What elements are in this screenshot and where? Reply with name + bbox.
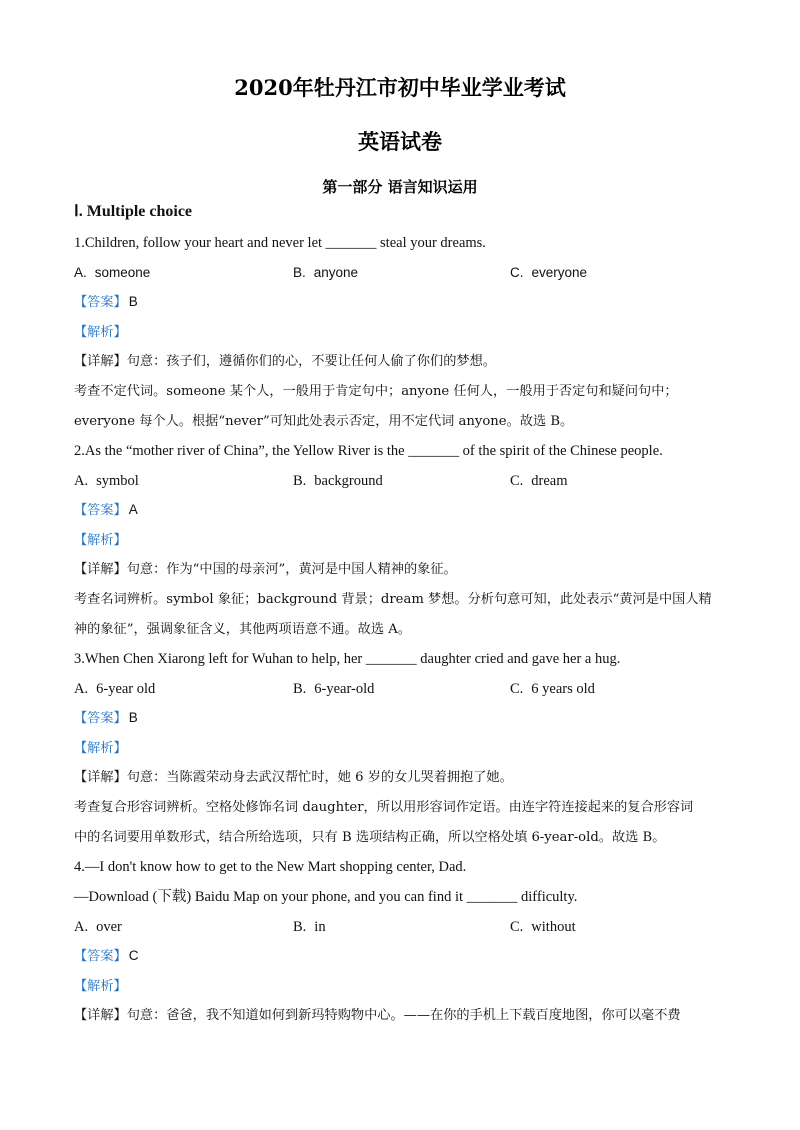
- question-1-option-c: C. everyone: [510, 265, 588, 280]
- question-4-option-b: B. in: [293, 919, 326, 935]
- question-2-stem: 2.As the “mother river of China”, the Yellow River is the _______ of the spirit of the Chinese people.: [74, 443, 663, 459]
- question-3-option-c: C. 6 years old: [510, 681, 595, 697]
- question-2-answer: 【答案】 A: [74, 502, 138, 518]
- question-3-answer: 【答案】 B: [74, 710, 138, 726]
- question-4-answer: 【答案】 C: [74, 948, 139, 964]
- exam-subtitle: 英语试卷: [358, 129, 442, 154]
- question-2-option-c: C. dream: [510, 473, 568, 489]
- question-1-detail-2: 考查不定代词。someone 某个人，一般用于肯定句中；anyone 任何人，一般用于否定句和疑问句中；: [74, 384, 678, 399]
- question-2-option-b: B. background: [293, 473, 383, 489]
- section-heading: Ⅰ. Multiple choice: [74, 203, 193, 220]
- question-3-stem: 3.When Chen Xiarong left for Wuhan to help, her _______ daughter cried and gave her a hug.: [74, 651, 621, 667]
- question-1-detail-1: 【详解】句意：孩子们，遵循你们的心，不要让任何人偷了你们的梦想。: [74, 354, 496, 369]
- question-3-detail-1: 【详解】句意：当陈霞荣动身去武汉帮忙时，她 6 岁的女儿哭着拥抱了她。: [74, 770, 513, 785]
- question-4-stem-2: —Download (下载) Baidu Map on your phone, and you can find it _______ difficulty.: [74, 889, 578, 905]
- question-2-option-a: A. symbol: [74, 473, 139, 489]
- question-2-analysis-label: 【解析】: [74, 533, 127, 548]
- question-1-answer: 【答案】 B: [74, 294, 138, 310]
- question-4-stem-1: 4.—I don't know how to get to the New Mart shopping center, Dad.: [74, 859, 467, 875]
- question-2-detail-3: 神的象征”，强调象征含义，其他两项语意不通。故选 A。: [74, 622, 411, 637]
- question-1-option-a: A. someone: [74, 265, 151, 280]
- question-3-analysis-label: 【解析】: [74, 741, 127, 756]
- question-2-detail-1: 【详解】句意：作为“中国的母亲河”，黄河是中国人精神的象征。: [74, 562, 457, 577]
- question-1-detail-3: everyone 每个人。根据“never”可知此处表示否定，用不定代词 anyone。故选 B。: [74, 414, 574, 429]
- question-1-analysis-label: 【解析】: [74, 325, 127, 340]
- question-1-stem: 1.Children, follow your heart and never let _______ steal your dreams.: [74, 235, 486, 251]
- question-3-option-a: A. 6-year old: [74, 681, 156, 697]
- exam-title: 2020年牡丹江市初中毕业学业考试: [234, 75, 566, 100]
- question-4-detail-1: 【详解】句意：爸爸，我不知道如何到新玛特购物中心。——在你的手机上下载百度地图，你可以毫不费: [74, 1008, 681, 1023]
- question-3-option-b: B. 6-year-old: [293, 681, 375, 697]
- question-4-option-a: A. over: [74, 919, 122, 935]
- question-4-analysis-label: 【解析】: [74, 979, 127, 994]
- question-2-detail-2: 考查名词辨析。symbol 象征；background 背景；dream 梦想。分析句意可知，此处表示“黄河是中国人精: [74, 592, 712, 607]
- question-1-option-b: B. anyone: [293, 265, 359, 280]
- question-4-option-c: C. without: [510, 919, 576, 935]
- question-3-detail-3: 中的名词要用单数形式，结合所给选项，只有 B 选项结构正确，所以空格处填 6-year-old。故选 B。: [74, 830, 666, 845]
- part-heading: 第一部分 语言知识运用: [322, 178, 478, 196]
- question-3-detail-2: 考查复合形容词辨析。空格处修饰名词 daughter，所以用形容词作定语。由连字符连接起来的复合形容词: [74, 800, 694, 815]
